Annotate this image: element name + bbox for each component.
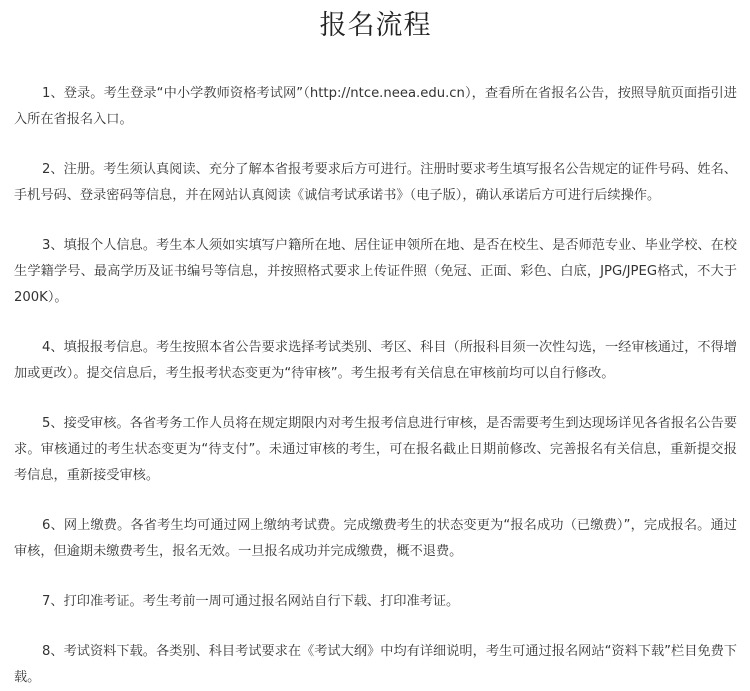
step-review: 5、接受审核。各省考务工作人员将在规定期限内对考生报考信息进行审核，是否需要考生到达现场详见各省报名公告要求。审核通过的考生状态变更为“待支付”。未通过审核的考生，可在报名截止日期前修改、完善报名有关信息，重新提交报考信息，重新接受审核。 [14, 416, 737, 483]
steps-list [14, 81, 737, 691]
step-download-materials: 8、考试资料下载。各类别、科目考试要求在《考试大纲》中均有详细说明，考生可通过报名网站“资料下载”栏目免费下载。 [14, 644, 737, 685]
page-title: 报名流程 [319, 10, 432, 41]
step-exam-info: 4、填报报考信息。考生按照本省公告要求选择考试类别、考区、科目（所报科目须一次性勾选，一经审核通过，不得增加或更改）。提交信息后，考生报考状态变更为“待审核”。考生报考有关信息在审核前均可以自行修改。 [14, 340, 737, 381]
step-payment: 6、网上缴费。各省考生均可通过网上缴纳考试费。完成缴费考生的状态变更为“报名成功（已缴费）”，完成报名。通过审核，但逾期未缴费考生，报名无效。一旦报名成功并完成缴费，概不退费。 [14, 518, 737, 559]
step-register: 2、注册。考生须认真阅读、充分了解本省报考要求后方可进行。注册时要求考生填写报名公告规定的证件号码、姓名、手机号码、登录密码等信息，并在网站认真阅读《诚信考试承诺书》（电子版），确认承诺后方可进行后续操作。 [14, 162, 737, 203]
step-personal-info: 3、填报个人信息。考生本人须如实填写户籍所在地、居住证申领所在地、是否在校生、是否师范专业、毕业学校、在校生学籍学号、最高学历及证书编号等信息，并按照格式要求上传证件照（免冠、正面、彩色、白底，JPG/JPEG格式，不大于200K）。 [14, 238, 737, 305]
step-login: 1、登录。考生登录“中小学教师资格考试网”（http://ntce.neea.edu.cn），查看所在省报名公告，按照导航页面指引进入所在省报名入口。 [14, 86, 737, 127]
step-print-admission: 7、打印准考证。考生考前一周可通过报名网站自行下载、打印准考证。 [42, 594, 460, 609]
